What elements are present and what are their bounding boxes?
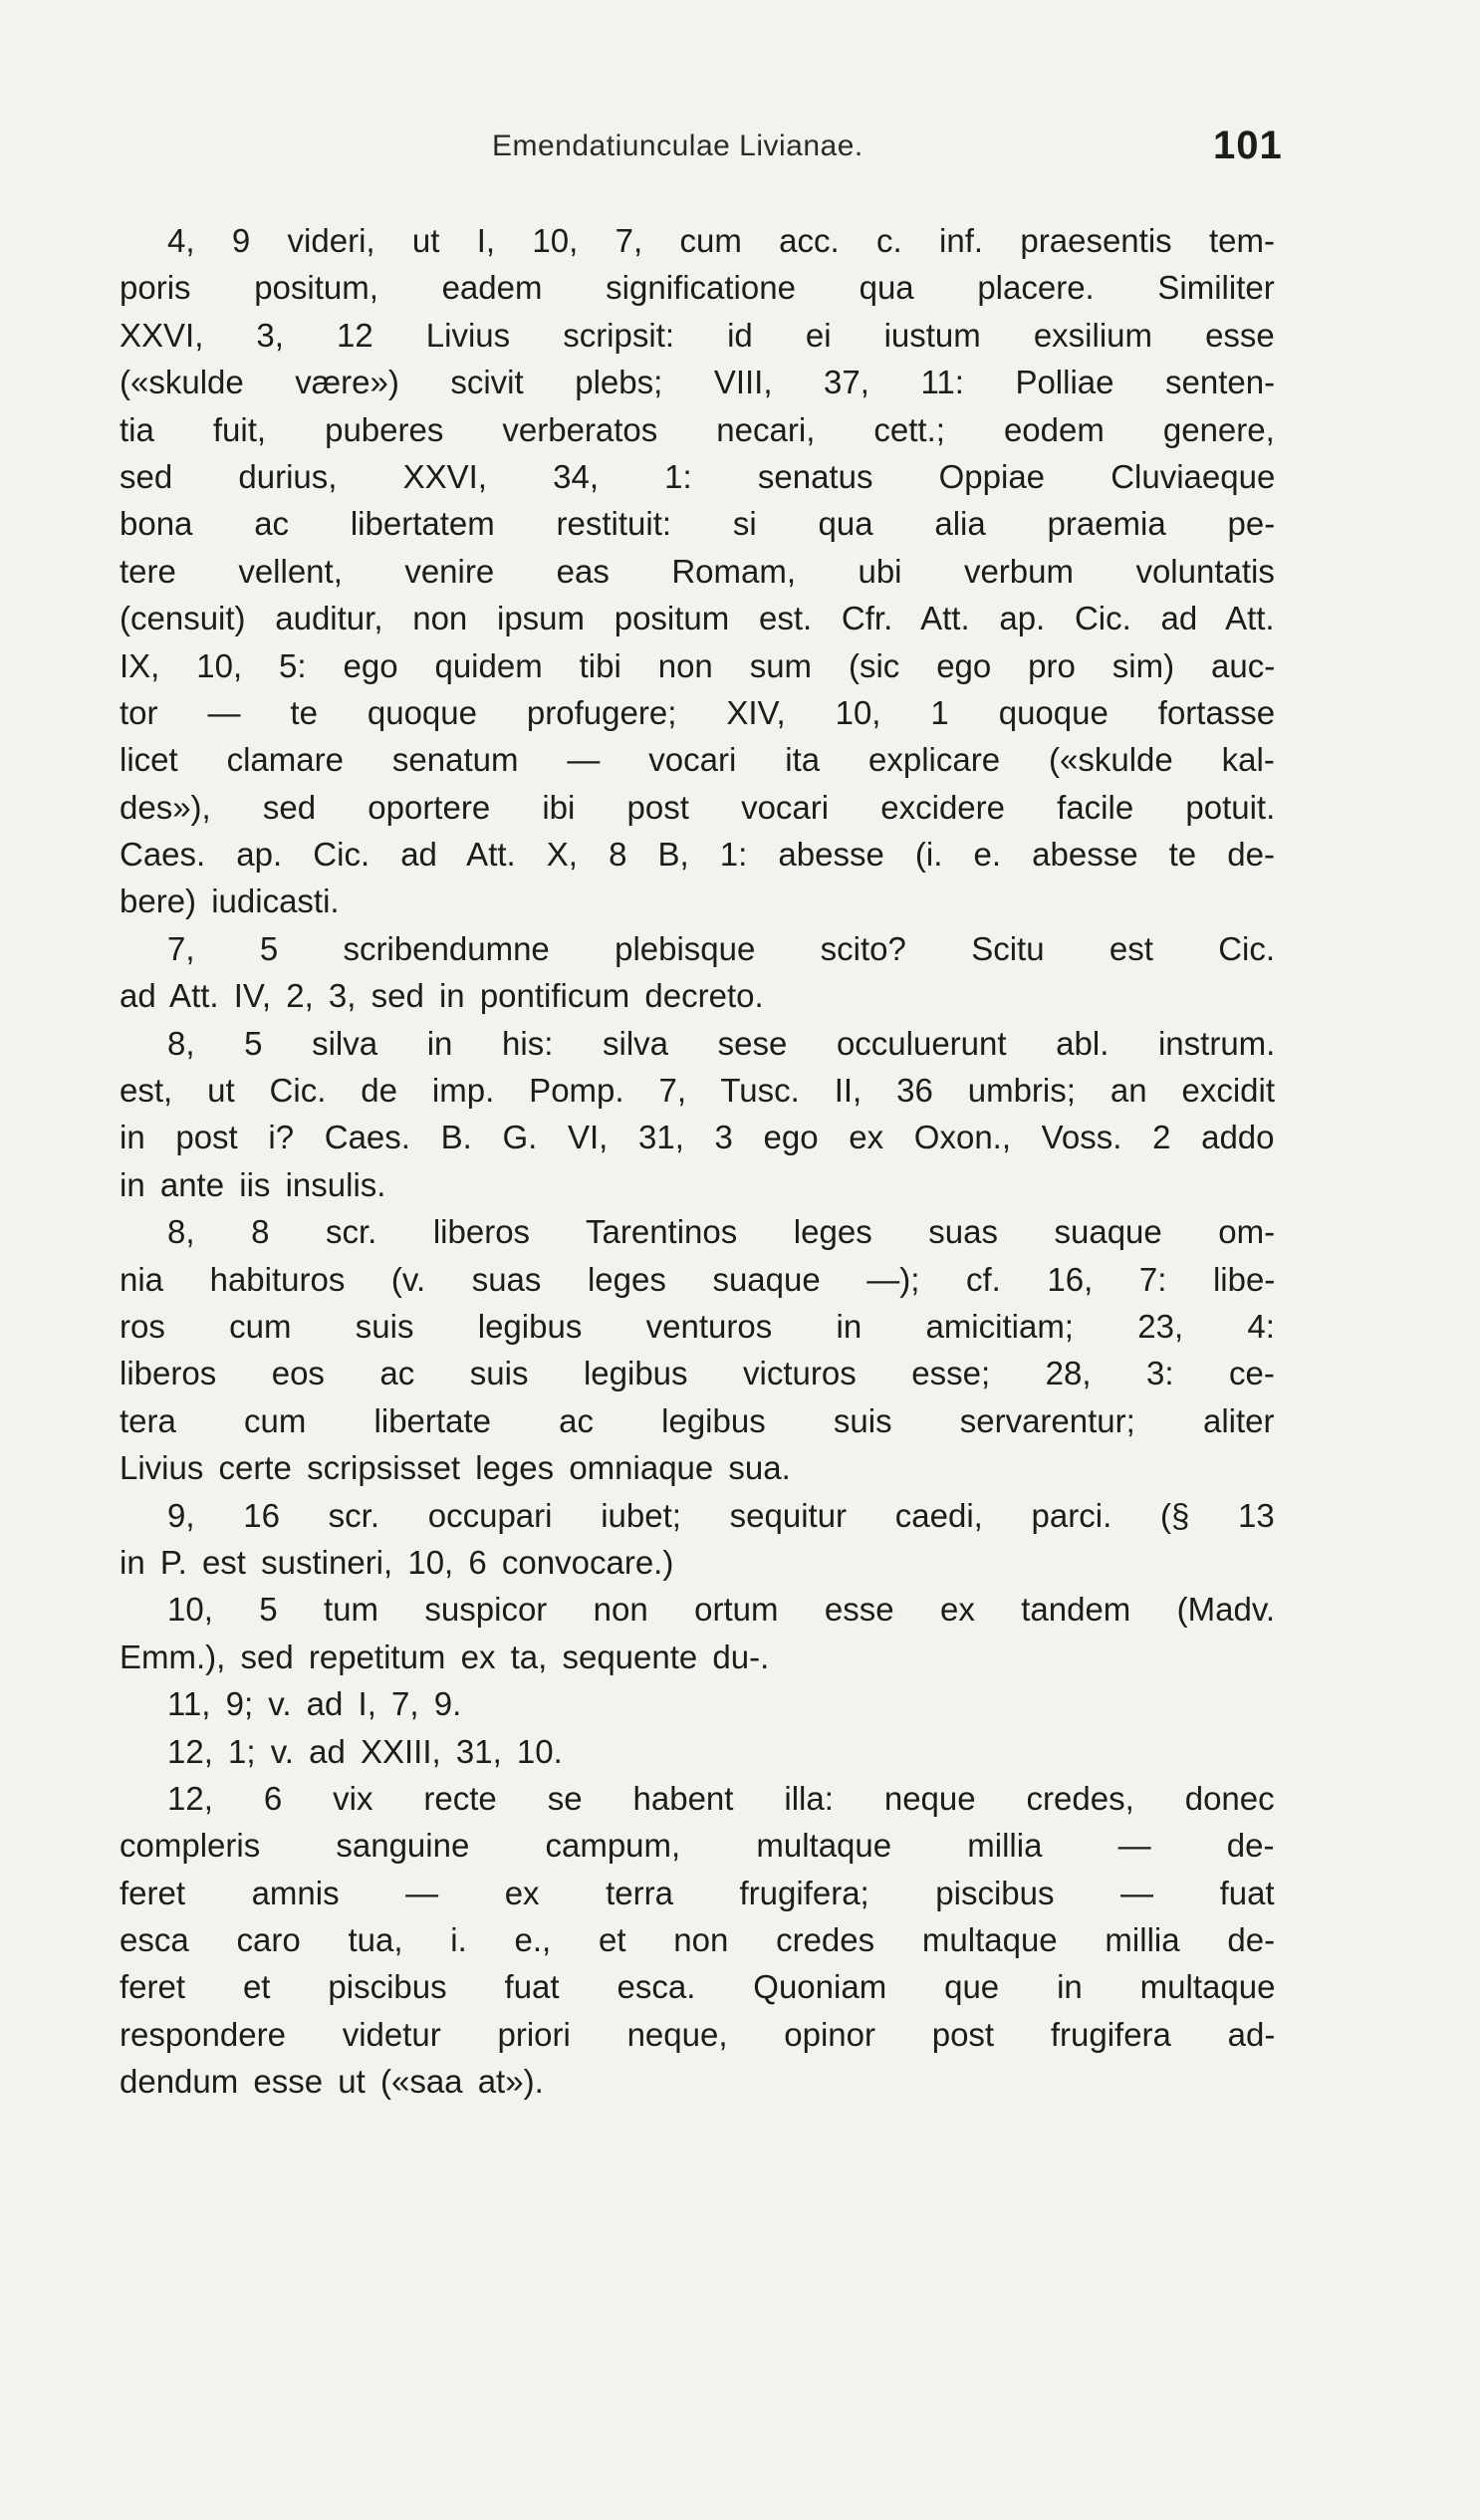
text-line: in ante iis insulis. xyxy=(120,1165,386,1203)
text-line: 11, 9; v. ad I, 7, 9. xyxy=(167,1685,462,1723)
text-line: feret amnis — ex terra frugifera; piscibus — fuat xyxy=(120,1874,1275,1911)
text-line: des»), sed oportere ibi post vocari excidere facile potuit. xyxy=(120,788,1276,826)
text-line: 8, 5 silva in his: silva sese occuluerunt abl. instrum. xyxy=(167,1024,1276,1062)
text-line: tia fuit, puberes verberatos necari, cett.; eodem genere, xyxy=(120,410,1275,448)
text-line: compleris sanguine campum, multaque millia — de- xyxy=(120,1827,1275,1865)
text-line: bere) iudicasti. xyxy=(120,882,340,920)
text-line: feret et piscibus fuat esca. Quoniam que in multaque xyxy=(120,1968,1276,2006)
text-line: ad Att. IV, 2, 3, sed in pontificum decreto. xyxy=(120,977,764,1015)
text-line: («skulde være») scivit plebs; VIII, 37, 11: Polliae senten- xyxy=(120,364,1276,401)
text-line: 8, 8 scr. liberos Tarentinos leges suas suaque om- xyxy=(167,1213,1276,1251)
text-line: bona ac libertatem restituit: si qua alia praemia pe- xyxy=(120,505,1276,543)
text-line: Emm.), sed repetitum ex ta, sequente du-. xyxy=(120,1638,770,1675)
text-line: in P. est sustineri, 10, 6 convocare.) xyxy=(120,1543,674,1581)
text-line: XXVI, 3, 12 Livius scripsit: id ei iustum exsilium esse xyxy=(120,316,1275,354)
text-line: tor — te quoque profugere; XIV, 10, 1 quoque fortasse xyxy=(120,693,1276,731)
text-line: 9, 16 scr. occupari iubet; sequitur caedi, parci. (§ 13 xyxy=(167,1496,1275,1534)
text-line: dendum esse ut («saa at»). xyxy=(120,2063,544,2101)
text-line: 10, 5 tum suspicor non ortum esse ex tandem (Madv. xyxy=(167,1591,1276,1629)
text-line: (censuit) auditur, non ipsum positum est. Cfr. Att. ap. Cic. ad Att. xyxy=(120,600,1275,637)
text-line: licet clamare senatum — vocari ita explicare («skulde kal- xyxy=(120,741,1275,779)
page-number: 101 xyxy=(1213,124,1283,167)
text-line: tera cum libertate ac legibus suis servarentur; aliter xyxy=(120,1401,1275,1439)
text-line: Caes. ap. Cic. ad Att. X, 8 B, 1: abesse (i. e. abesse te de- xyxy=(120,836,1275,874)
text-line: sed durius, XXVI, 34, 1: senatus Oppiae Cluviaeque xyxy=(120,457,1276,495)
text-line: 12, 6 vix recte se habent illa: neque credes, donec xyxy=(167,1779,1275,1817)
text-line: Livius certe scripsisset leges omniaque sua. xyxy=(120,1449,791,1487)
text-line: respondere videtur priori neque, opinor post frugifera ad- xyxy=(120,2015,1276,2053)
text-line: est, ut Cic. de imp. Pomp. 7, Tusc. II, 36 umbris; an excidit xyxy=(120,1072,1276,1110)
running-title: Emendatiunculae Livianae. xyxy=(492,129,863,162)
running-head xyxy=(0,124,1480,173)
text-line: 7, 5 scribendumne plebisque scito? Scitu est Cic. xyxy=(167,929,1276,967)
text-line: IX, 10, 5: ego quidem tibi non sum (sic ego pro sim) auc- xyxy=(120,646,1276,684)
text-line: 4, 9 videri, ut I, 10, 7, cum acc. c. inf. praesentis tem- xyxy=(167,222,1275,259)
body-text xyxy=(120,217,1275,2106)
text-line: poris positum, eadem significatione qua placere. Similiter xyxy=(120,269,1275,307)
text-line: liberos eos ac suis legibus victuros esse; 28, 3: ce- xyxy=(120,1355,1275,1392)
text-line: tere vellent, venire eas Romam, ubi verbum voluntatis xyxy=(120,552,1275,590)
text-line: ros cum suis legibus venturos in amicitiam; 23, 4: xyxy=(120,1307,1275,1345)
text-line: 12, 1; v. ad XXIII, 31, 10. xyxy=(167,1732,563,1770)
text-line: nia habituros (v. suas leges suaque —); cf. 16, 7: libe- xyxy=(120,1260,1276,1298)
text-line: esca caro tua, i. e., et non credes multaque millia de- xyxy=(120,1921,1276,1959)
text-line: in post i? Caes. B. G. VI, 31, 3 ego ex Oxon., Voss. 2 addo xyxy=(120,1119,1275,1156)
